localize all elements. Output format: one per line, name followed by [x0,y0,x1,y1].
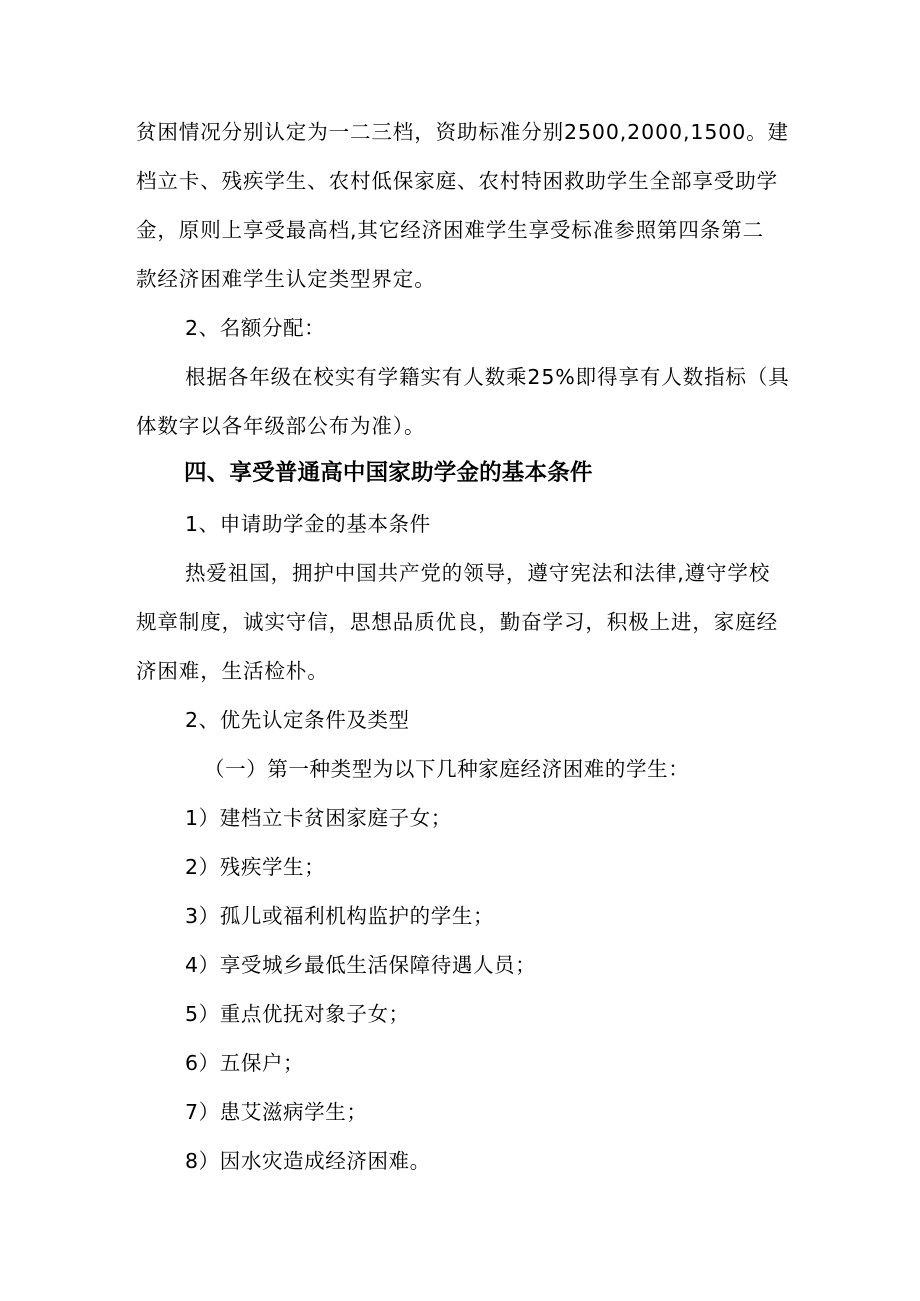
category-intro: （一）第一种类型为以下几种家庭经济困难的学生： [204,757,690,781]
list-item: 7）患艾滋病学生； [185,1100,368,1124]
list-item: 8）因水灾造成经济困难。 [185,1149,431,1173]
subsection-title: 1、申请助学金的基本条件 [185,512,431,536]
paragraph-line: 热爱祖国，拥护中国共产党的领导，遵守宪法和法律,遵守学校 [185,561,771,585]
paragraph-line: 规章制度，诚实守信，思想品质优良，勤奋学习，积极上进，家庭经 [136,610,778,634]
paragraph-line: 体数字以各年级部公布为准）。 [136,414,426,438]
paragraph-line: 款经济困难学生认定类型界定。 [136,267,436,291]
subsection-title: 2、优先认定条件及类型 [185,708,410,732]
paragraph-line: 贫困情况分别认定为一二三档，资助标准分别2500,2000,1500。建 [136,120,789,144]
list-item: 6）五保户； [185,1051,305,1075]
list-item: 4）享受城乡最低生活保障待遇人员； [185,953,537,977]
paragraph-line: 济困难，生活检朴。 [136,659,329,683]
paragraph-line: 档立卡、残疾学生、农村低保家庭、农村特困救助学生全部享受助学 [136,169,778,193]
list-item: 5）重点优抚对象子女； [185,1002,410,1026]
section-item-quota: 2、名额分配： [185,316,326,340]
list-item: 3）孤儿或福利机构监护的学生； [185,904,495,928]
list-item: 1）建档立卡贫困家庭子女； [185,806,452,830]
paragraph-line: 金，原则上享受最高档,其它经济困难学生享受标准参照第四条第二 [136,218,765,242]
paragraph-line: 根据各年级在校实有学籍实有人数乘25%即得享有人数指标（具 [185,365,790,389]
list-item: 2）残疾学生； [185,855,326,879]
section-heading: 四、享受普通高中国家助学金的基本条件 [184,460,593,486]
